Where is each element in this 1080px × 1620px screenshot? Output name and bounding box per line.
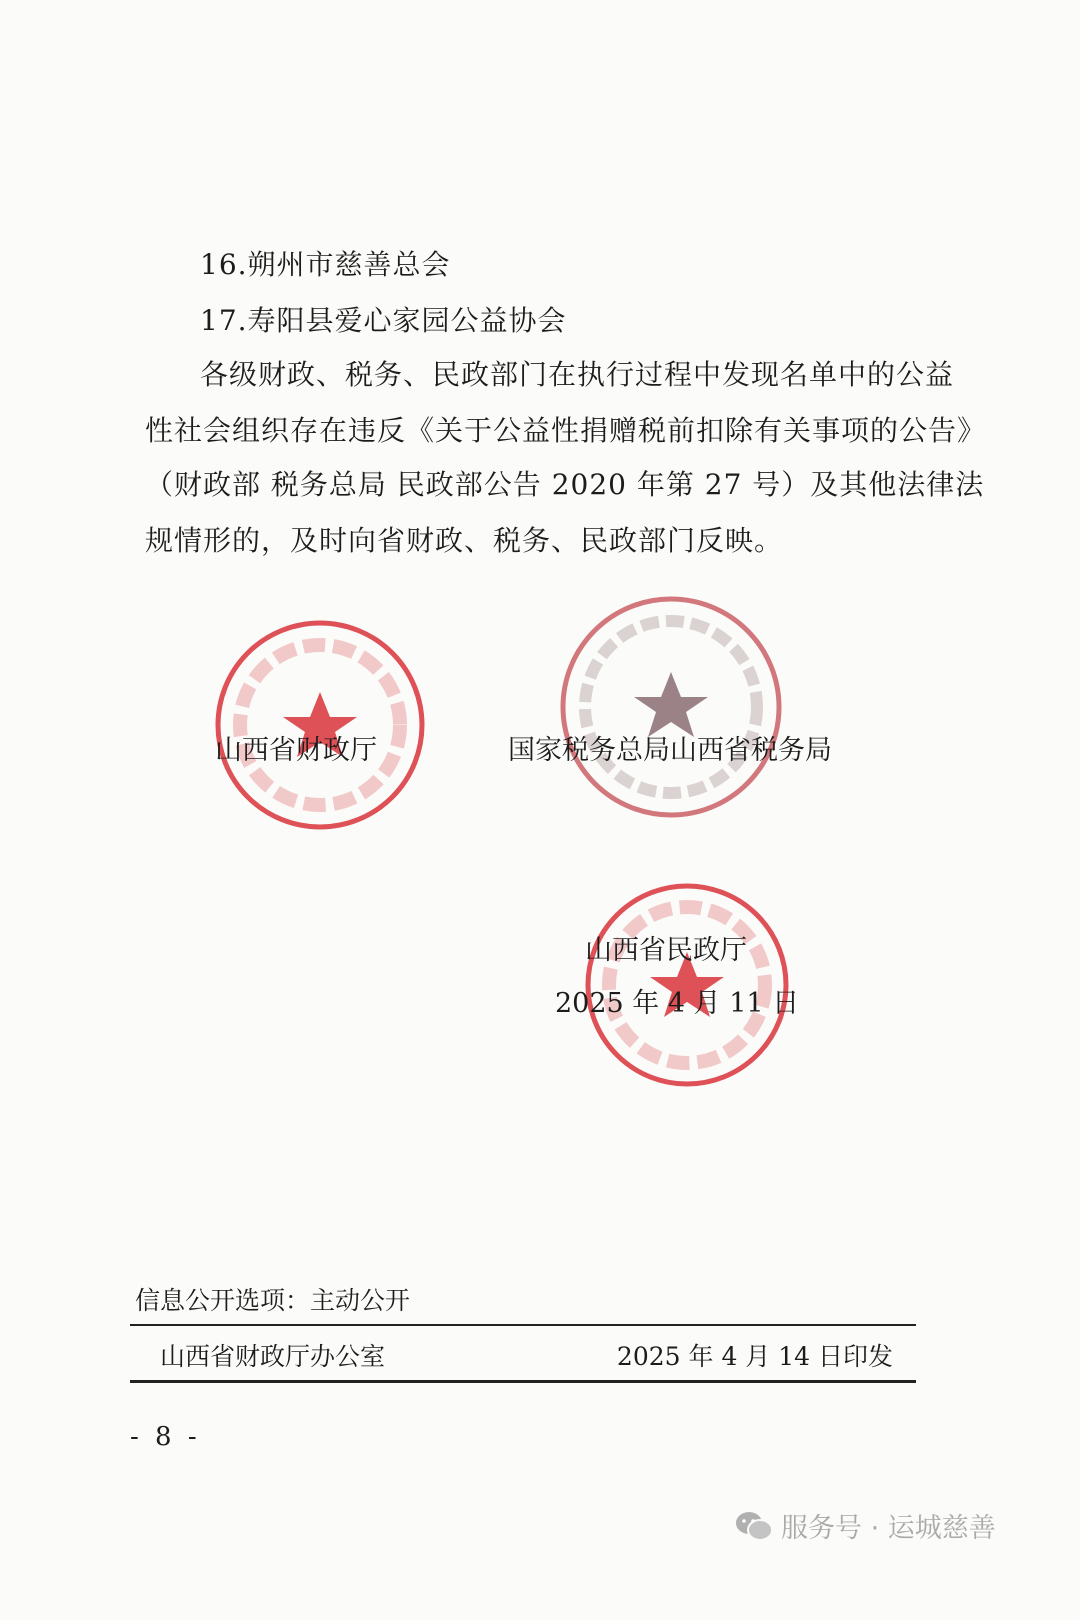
page-number: - 8 -: [130, 1422, 201, 1452]
tax-stamp: [558, 594, 784, 820]
disclosure-option: 信息公开选项：主动公开: [135, 1286, 411, 1315]
paragraph-line-2: 性社会组织存在违反《关于公益性捐赠税前扣除有关事项的公告》: [145, 414, 987, 447]
item-17: 17.寿阳县爱心家园公益协会: [200, 304, 567, 337]
footer-rule-top: [130, 1324, 916, 1326]
signature-finance: 山西省财政厅: [215, 735, 377, 766]
item-16: 16.朔州市慈善总会: [200, 248, 451, 281]
signature-tax: 国家税务总局山西省税务局: [508, 735, 832, 766]
paragraph-line-4: 规情形的，及时向省财政、税务、民政部门反映。: [145, 524, 784, 557]
paragraph-line-3: （财政部 税务总局 民政部公告 2020 年第 27 号）及其他法律法: [145, 468, 985, 501]
signature-civil: 山西省民政厅: [585, 935, 747, 966]
finance-stamp: [212, 617, 428, 833]
wechat-icon: [735, 1510, 773, 1542]
issuing-office: 山西省财政厅办公室: [160, 1342, 386, 1371]
watermark: [735, 1506, 996, 1545]
paragraph-line-1: 各级财政、税务、民政部门在执行过程中发现名单中的公益: [200, 358, 955, 391]
signature-date: 2025 年 4 月 11 日: [555, 988, 800, 1019]
print-date: 2025 年 4 月 14 日印发: [616, 1342, 893, 1371]
footer-rule-bottom: [130, 1380, 916, 1383]
watermark-text: 服务号 · 运城慈善: [781, 1513, 996, 1544]
